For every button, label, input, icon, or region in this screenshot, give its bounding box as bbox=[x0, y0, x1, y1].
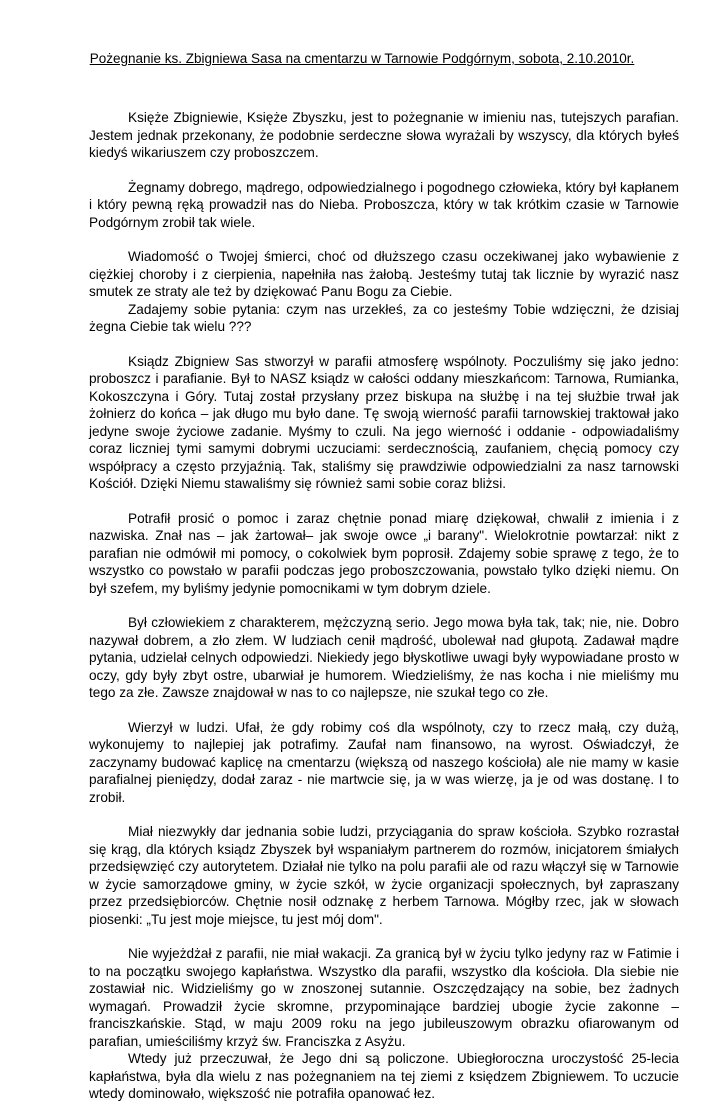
paragraph-7: Był człowiekiem z charakterem, mężczyzną serio. Jego mowa była tak, tak; nie, nie. Dobro nazywał dobrem, a zło złem. W ludziach cenił mądrość, ubolewał nad głupotą. Zadawał mądre pytania, udzielał celnych odpowiedzi. Niekiedy jego błyskotliwe uwagi były wypowiadane prosto w oczy, gdy były zbyt ostre, ubarwiał je humorem. Wiedzieliśmy, że nas kocha i nie mieliśmy mu tego za złe. Zawsze znajdował w nas to co najlepsze, nie szukał tego co złe. bbox=[89, 615, 679, 700]
paragraph-6: Potrafił prosić o pomoc i zaraz chętnie ponad miarę dziękował, chwalił z imienia i z nazwiska. Znał nas – jak żartował– jak swoje owce „i barany". Wielokrotnie powtarzał: nikt z parafian nie odmówił mi pomocy, o cokolwiek bym poprosił. Zdajemy sobie sprawę z tego, że to wszystko co powstało w parafii podczas jego proboszczowania, powstało tylko dzięki niemu. On był szefem, my byliśmy jedynie pomocnikami w tym dobrym dziele. bbox=[89, 510, 679, 596]
document-title: Pożegnanie ks. Zbigniewa Sasa na cmentarzu w Tarnowie Podgórnym, sobota, 2.10.2010r. bbox=[89, 51, 635, 66]
paragraph-9: Miał niezwykły dar jednania sobie ludzi, przyciągania do spraw kościoła. Szybko rozrastał się krąg, dla których ksiądz Zbyszek był wspaniałym partnerem do rozmów, inicjatorem śmiałych przedsięwzięć czy autorytetem. Działał nie tylko na polu parafii ale od razu włączył się w Tarnowie w życie samorządowe gminy, w życie szkół, w życie organizacji społecznych, był zapraszany przez przedsiębiorców. Chętnie nosił odznakę z herbem Tarnowa. Mógłby rzec, jak w słowach piosenki: „Tu jest moje miejsce, tu jest mój dom". bbox=[89, 824, 679, 927]
paragraph-8: Wierzył w ludzi. Ufał, że gdy robimy coś dla wspólnoty, czy to rzecz małą, czy dużą, wykonujemy to najlepiej jak potrafimy. Zaufał nam finansowo, na wyrost. Oświadczył, że zaczynamy budować kaplicę na cmentarzu (większą od naszego kościoła) ale nie mamy w kasie parafialnej pieniędzy, dodał zaraz - nie martwcie się, ja w was wierzę, ja je od was dostanę. I to zrobił. bbox=[89, 719, 679, 805]
paragraph-11: Wtedy już przeczuwał, że Jego dni są policzone. Ubiegłoroczna uroczystość 25-lecia kapłaństwa, była dla wielu z nas pożegnaniem na tej ziemi z księdzem Zbigniewem. To uczucie wtedy dominowało, większość nie potrafiła opanować łez. bbox=[89, 1051, 679, 1101]
paragraph-5: Ksiądz Zbigniew Sas stworzył w parafii atmosferę wspólnoty. Poczuliśmy się jako jedno: proboszcz i parafianie. Był to NASZ ksiądz w całości oddany mieszkańcom: Tarnowa, Rumianka, Kokoszczyna i Góry. Tutaj został przysłany przez biskupa na służbę i na tej służbie trwał jak żołnierz do końca – jak długo mu było dane. Tę swoją wierność parafii tarnowskiej traktował jako jedyne swoje życiowe zadanie. Myśmy to czuli. Na jego wierność i oddanie - odpowiadaliśmy coraz liczniej tymi samymi dobrymi uczuciami: serdecznością, zaufaniem, chęcią pomocy czy współpracy a często przyjaźnią. Tak, staliśmy się prawdziwie odpowiedzialni za nasz tarnowski Kościół. Dzięki Niemu stawaliśmy się również sami sobie coraz bliżsi. bbox=[89, 353, 679, 491]
document-body bbox=[89, 109, 679, 1103]
paragraph-4: Zadajemy sobie pytania: czym nas urzekłeś, za co jesteśmy Tobie wdzięczni, że dzisiaj żegna Ciebie tak wielu ??? bbox=[89, 301, 679, 334]
paragraph-3: Wiadomość o Twojej śmierci, choć od dłuższego czasu oczekiwanej jako wybawienie z ciężkiej choroby i z cierpienia, napełniła nas żałobą. Jesteśmy tutaj tak licznie by wyrazić nasz smutek ze straty ale też by dziękować Panu Bogu za Ciebie. bbox=[89, 249, 679, 299]
paragraph-10: Nie wyjeżdżał z parafii, nie miał wakacji. Za granicą był w życiu tylko jedyny raz w Fatimie i to na początku swojego kapłaństwa. Wszystko dla parafii, wszystko dla kościoła. Dla siebie nie zostawiał nic. Widzieliśmy go w znoszonej sutannie. Oszczędzający na sobie, bez żadnych wymagań. Prowadził życie skromne, przypominające bardziej ubogie życie zakonne – franciszkańskie. Stąd, w maju 2009 roku na jego jubileuszowym obrazku ofiarowanym od parafian, umieściliśmy krzyż św. Franciszka z Asyżu. bbox=[89, 946, 679, 1049]
paragraph-1: Księże Zbigniewie, Księże Zbyszku, jest to pożegnanie w imieniu nas, tutejszych parafian. Jestem jednak przekonany, że podobnie serdeczne słowa wyrażali by wszyscy, dla których byłeś kiedyś wikariuszem czy proboszczem. bbox=[89, 110, 679, 160]
paragraph-2: Żegnamy dobrego, mądrego, odpowiedzialnego i pogodnego człowieka, który był kapłanem i który pewną ręką prowadził nas do Nieba. Proboszcza, który w tak krótkim czasie w Tarnowie Podgórnym zrobił tak wiele. bbox=[89, 179, 679, 230]
